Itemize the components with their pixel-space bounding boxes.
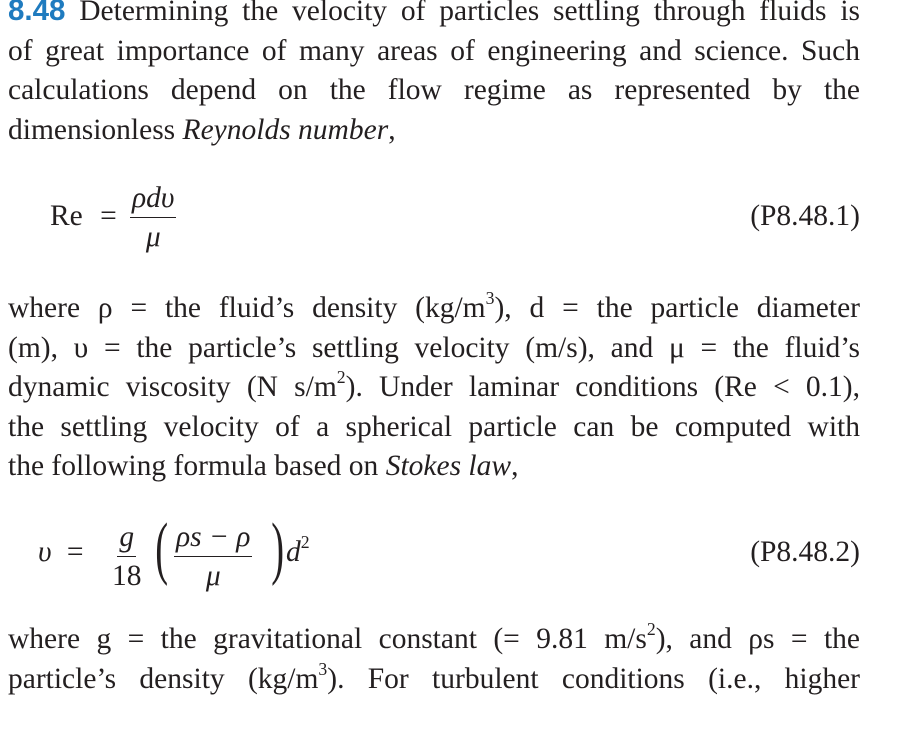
p2-line-1-sup: 3 [485,288,495,309]
p2-line-1 [8,289,860,329]
p2-line-1-b: ), d = the particle diameter [494,292,860,324]
p3-line-1 [8,620,860,660]
p2-line-3-a: dynamic viscosity (N s/m [8,371,337,403]
eq1-lhs: Re [50,200,83,232]
p2-line-2: (m), υ = the particle’s settling velocity (m/s), and μ = the fluid’s [8,331,860,364]
problem-number: 8.48 [8,0,66,27]
eq2-tail [286,532,310,569]
eq1-numerator: ρdυ [130,181,176,218]
eq2-fraction-2 [174,520,252,593]
eq2-left-paren: ( [155,510,169,587]
p1-line-2: of great importance of many areas of engineering and science. Such [8,34,860,67]
problem-paragraph-2 [8,289,860,487]
p1-line-1: Determining the velocity of particles settling through fluids is [79,0,860,27]
eq2-frac2-denominator: μ [205,560,221,592]
p3-line-2-b: ). For turbulent conditions (i.e., higher [327,662,860,695]
eq2-frac2-numerator: ρs − ρ [174,520,252,557]
p3-line-2 [8,660,860,700]
eq1-equals: = [100,200,117,232]
p1-line-4 [8,111,860,151]
p2-line-5 [8,447,860,487]
eq2-right-paren: ) [271,510,285,587]
eq1-fraction [130,181,176,254]
eq2-label: (P8.48.2) [750,536,860,568]
eq2-equals: = [66,536,84,568]
p2-line-5-text: the following formula based on [8,450,386,482]
p2-line-4: the settling velocity of a spherical particle can be computed with [8,410,860,443]
eq2-tail-sup: 2 [300,532,310,553]
p1-line-4-end: , [388,113,396,146]
p3-line-2-a: particle’s density (kg/m [8,662,319,695]
p1-line-3: calculations depend on the flow regime as represented by the [8,74,860,106]
p2-line-3-b: ). Under laminar conditions (Re < 0.1), [345,371,860,403]
eq1-label: (P8.48.1) [750,200,860,232]
p3-line-1-sup: 2 [646,619,656,640]
equation-reynolds [0,182,910,255]
p2-line-3 [8,368,860,408]
eq2-frac1-numerator: g [117,520,136,557]
eq2-lhs: υ [38,536,52,568]
p2-line-1-a: where ρ = the fluid’s density (kg/m [8,292,486,324]
problem-paragraph-1 [8,0,860,150]
p3-line-1-a: where g = the gravitational constant (= 9.81 m/s [8,623,647,655]
eq2-fraction-1 [112,520,142,593]
eq2-tail-d: d [286,536,301,568]
reynolds-number-term: Reynolds number [182,113,389,146]
equation-stokes [0,512,910,592]
stokes-law-term: Stokes law [385,450,512,482]
eq2-frac1-denominator: 18 [112,560,142,592]
p1-line-4-text: dimensionless [8,113,183,146]
p2-line-3-sup: 2 [336,367,346,388]
p3-line-1-b: ), and ρs = the [655,623,861,655]
eq1-denominator: μ [145,221,161,253]
problem-paragraph-3 [8,620,860,699]
p2-line-5-end: , [511,450,519,482]
p3-line-2-sup: 3 [318,658,328,679]
